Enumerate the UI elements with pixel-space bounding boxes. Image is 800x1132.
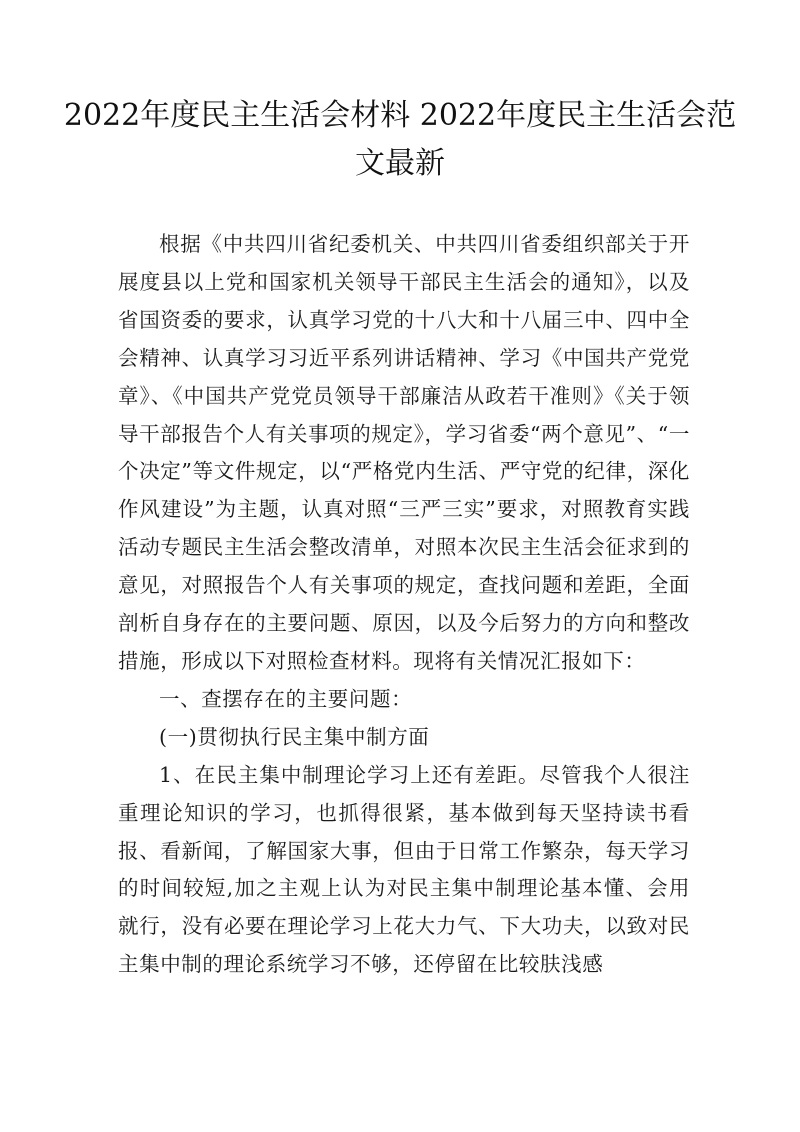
document-title: 2022年度民主生活会材料 2022年度民主生活会范文最新	[63, 98, 737, 181]
section-heading: 一、查摆存在的主要问题：	[159, 686, 413, 711]
paragraph-intro: 根据《中共四川省纪委机关、中共四川省委组织部关于开展度县以上党和国家机关领导干部民主生活会的通知》，以及省国资委的要求，认真学习党的十八大和十八届三中、四中全会精神、认真学习习近平系列讲话精神、学习《中国共产党党章》、《中国共产党党员领导干部廉洁从政若干准则》《关于领导干部报告个人有关事项的规定》，学习省委“两个意见”、“一个决定”等文件规定，以“严格党内生活、严守党的纪律，深化作风建设”为主题，认真对照“三严三实”要求，对照教育实践活动专题民主生活会整改清单，对照本次民主生活会征求到的意见，对照报告个人有关事项的规定，查找问题和差距，全面剖析自身存在的主要问题、原因，以及今后努力的方向和整改措施，形成以下对照检查材料。现将有关情况汇报如下：	[118, 232, 690, 673]
subsection-heading: (一)贯彻执行民主集中制方面	[159, 724, 430, 749]
document-body	[118, 226, 690, 984]
paragraph-item-1: 1、在民主集中制理论学习上还有差距。尽管我个人很注重理论知识的学习，也抓得很紧，基本做到每天坚持读书看报、看新闻，了解国家大事，但由于日常工作繁杂，每天学习的时间较短,加之主观上认为对民主集中制理论基本懂、会用就行，没有必要在理论学习上花大力气、下大功夫，以致对民主集中制的理论系统学习不够，还停留在比较肤浅感	[118, 762, 690, 977]
